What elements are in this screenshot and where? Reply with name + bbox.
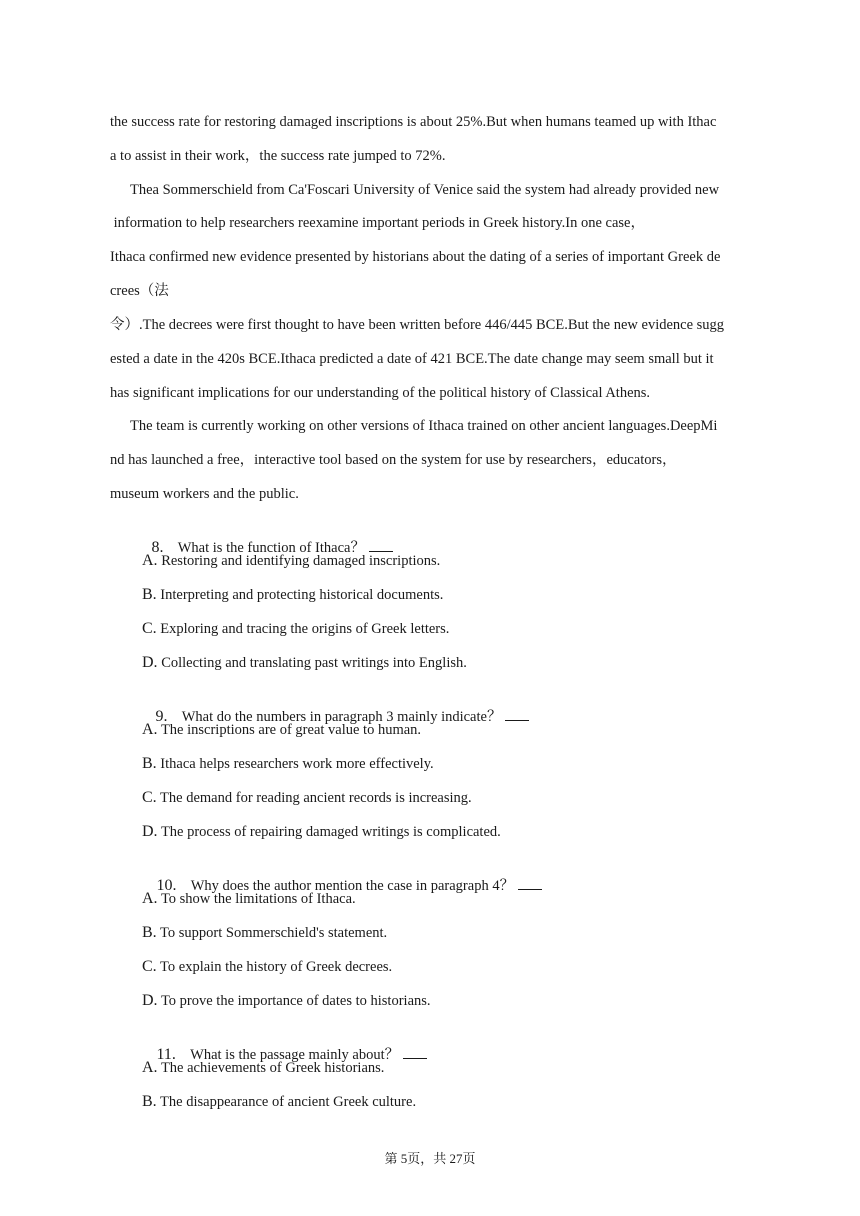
option-b bbox=[142, 923, 387, 943]
option-text: The demand for reading ancient records is increasing. bbox=[160, 790, 472, 806]
option-b bbox=[142, 585, 443, 605]
question-text: What is the function of Ithaca？ bbox=[177, 540, 365, 556]
option-text: The inscriptions are of great value to human. bbox=[160, 722, 422, 738]
option-b bbox=[142, 1092, 416, 1112]
option-letter: B. bbox=[142, 586, 157, 603]
option-a bbox=[142, 1058, 384, 1078]
option-letter: D. bbox=[142, 992, 158, 1009]
option-text: Ithaca helps researchers work more effectively. bbox=[160, 756, 434, 772]
passage-line: the success rate for restoring damaged inscriptions is about 25%.But when humans teamed up with Ithac bbox=[110, 114, 717, 130]
question-number: 8. bbox=[151, 539, 164, 556]
option-a bbox=[142, 889, 356, 909]
question-number: 9. bbox=[155, 708, 168, 725]
option-letter: B. bbox=[142, 1093, 157, 1110]
option-c bbox=[142, 788, 472, 808]
option-letter: C. bbox=[142, 620, 157, 637]
passage-line: nd has launched a free，interactive tool based on the system for use by researchers，educators， bbox=[110, 452, 677, 468]
page-footer: 第 5页，共 27页 bbox=[384, 1151, 476, 1166]
question-number: 10. bbox=[156, 877, 177, 894]
option-text: The disappearance of ancient Greek culture. bbox=[160, 1094, 417, 1110]
option-text: Restoring and identifying damaged inscriptions. bbox=[161, 553, 441, 569]
option-letter: B. bbox=[142, 924, 157, 941]
option-letter: A. bbox=[142, 1059, 158, 1076]
option-letter: D. bbox=[142, 823, 158, 840]
passage-line: Thea Sommerschield from Ca'Foscari University of Venice said the system had already provided new bbox=[130, 182, 720, 198]
option-a bbox=[142, 720, 421, 740]
question-number: 11. bbox=[156, 1046, 176, 1063]
option-letter: A. bbox=[142, 721, 158, 738]
answer-blank[interactable] bbox=[505, 706, 529, 721]
answer-blank[interactable] bbox=[403, 1044, 427, 1059]
option-text: Exploring and tracing the origins of Greek letters. bbox=[160, 621, 450, 637]
option-d bbox=[142, 991, 431, 1011]
option-letter: B. bbox=[142, 755, 157, 772]
option-letter: A. bbox=[142, 552, 158, 569]
option-text: Collecting and translating past writings into English. bbox=[161, 655, 467, 671]
answer-blank[interactable] bbox=[518, 875, 542, 890]
option-a bbox=[142, 551, 440, 571]
question-text: Why does the author mention the case in paragraph 4？ bbox=[190, 878, 515, 894]
option-letter: C. bbox=[142, 789, 157, 806]
option-c bbox=[142, 619, 449, 639]
option-text: The achievements of Greek historians. bbox=[160, 1060, 385, 1076]
passage-line: crees（法 bbox=[110, 283, 169, 299]
passage-line: museum workers and the public. bbox=[110, 486, 299, 502]
option-text: To show the limitations of Ithaca. bbox=[160, 891, 356, 907]
passage-line: has significant implications for our understanding of the political history of Classical Athens. bbox=[110, 385, 651, 401]
option-text: The process of repairing damaged writings is complicated. bbox=[160, 824, 501, 840]
passage-line: Ithaca confirmed new evidence presented by historians about the dating of a series of important Greek de bbox=[110, 249, 721, 265]
passage-line: The team is currently working on other versions of Ithaca trained on other ancient languages.DeepMi bbox=[130, 418, 718, 434]
option-d bbox=[142, 653, 467, 673]
option-text: To prove the importance of dates to historians. bbox=[160, 993, 431, 1009]
option-text: To explain the history of Greek decrees. bbox=[160, 959, 393, 975]
option-letter: C. bbox=[142, 958, 157, 975]
option-c bbox=[142, 957, 392, 977]
option-text: Interpreting and protecting historical documents. bbox=[160, 587, 444, 603]
option-letter: D. bbox=[142, 654, 158, 671]
passage-line: ested a date in the 420s BCE.Ithaca predicted a date of 421 BCE.The date change may seem small but it bbox=[110, 351, 714, 367]
answer-blank[interactable] bbox=[369, 537, 393, 552]
option-text: To support Sommerschield's statement. bbox=[160, 925, 388, 941]
passage-line: 令）.The decrees were first thought to have been written before 446/445 BCE.But the new evidence sugg bbox=[110, 317, 725, 333]
question-text: What is the passage mainly about？ bbox=[190, 1047, 400, 1063]
option-b bbox=[142, 754, 434, 774]
option-d bbox=[142, 822, 501, 842]
passage-line: a to assist in their work，the success rate jumped to 72%. bbox=[110, 148, 446, 164]
passage-line: information to help researchers reexamine important periods in Greek history.In one case， bbox=[110, 215, 645, 231]
option-letter: A. bbox=[142, 890, 158, 907]
question-text: What do the numbers in paragraph 3 mainly indicate？ bbox=[181, 709, 502, 725]
